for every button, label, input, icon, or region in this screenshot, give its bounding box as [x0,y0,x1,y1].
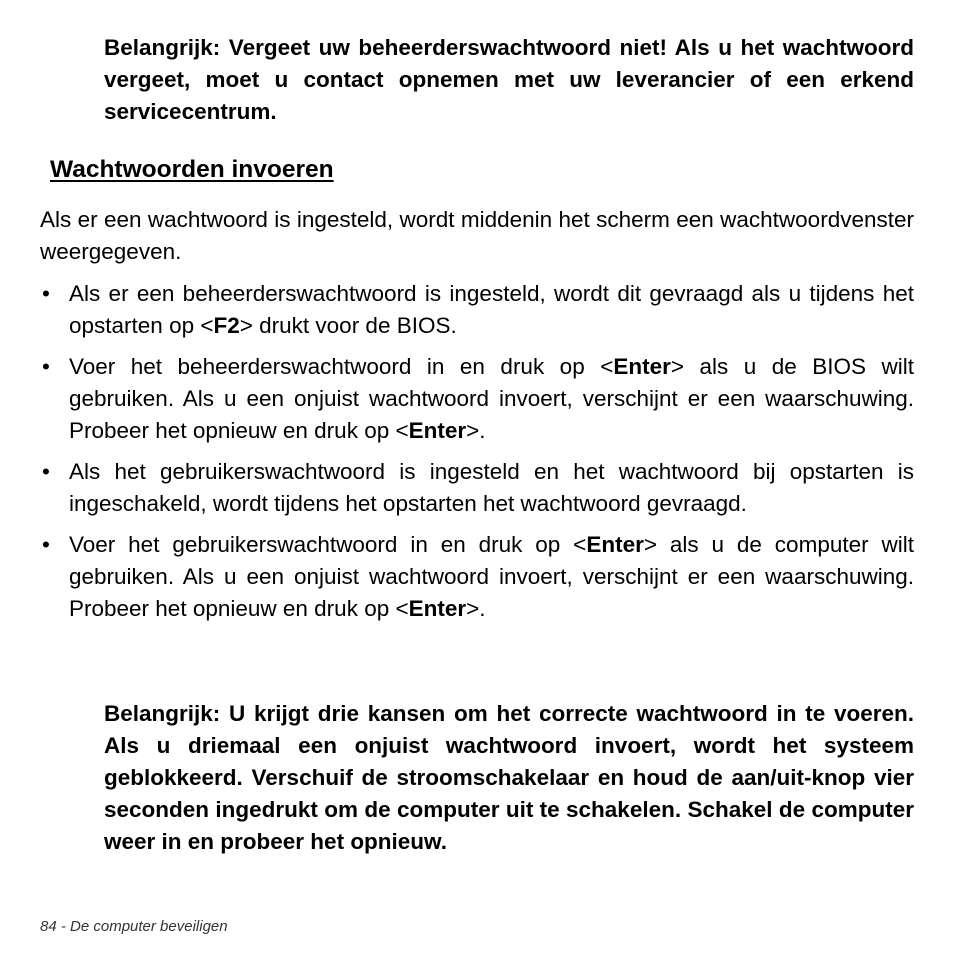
bullet-text: Voer het beheerderswachtwoord in en druk op < [69,354,614,379]
bullet-text: Als het gebruikerswachtwoord is ingesteld en het wachtwoord bij opstarten is ingeschakeld, wordt tijdens het opstarten het wachtwoord gevraagd. [69,459,914,516]
page-footer: 84 - De computer beveiligen [40,918,228,935]
bullet-list [40,278,914,634]
list-item [40,278,914,342]
bullet-marker: • [42,354,50,379]
intro-paragraph: Als er een wachtwoord is ingesteld, wordt middenin het scherm een wachtwoordvenster weergegeven. [40,207,914,264]
key-name: Enter [586,532,644,557]
bullet-text: >. [466,418,486,443]
list-item [40,456,914,520]
list-item [40,529,914,625]
bullet-text: > drukt voor de BIOS. [239,313,457,338]
bullet-text: Voer het gebruikerswachtwoord in en druk op < [69,532,587,557]
key-name: Enter [613,354,671,379]
key-name: Enter [408,596,467,621]
important-note-bottom: Belangrijk: U krijgt drie kansen om het correcte wachtwoord in te voeren. Als u driemaal een onjuist wachtwoord invoert, wordt het systeem geblokkeerd. Verschuif de stroomschakelaar en houd de aan/uit-knop vier seconden ingedrukt om de computer uit te schakelen. Schakel de computer weer in en probeer het opnieuw. [104,701,914,854]
important-note-top: Belangrijk: Vergeet uw beheerderswachtwoord niet! Als u het wachtwoord vergeet, moet u contact opnemen met uw leverancier of een erkend servicecentrum. [104,35,914,124]
bullet-marker: • [42,281,50,306]
bullet-text: Als er een beheerderswachtwoord is ingesteld, wordt dit gevraagd als u tijdens het opstarten op < [69,281,914,338]
bullet-marker: • [42,532,50,557]
key-name: Enter [408,418,467,443]
section-heading: Wachtwoorden invoeren [50,156,334,183]
key-name: F2 [213,313,240,338]
bullet-text: >. [466,596,486,621]
bullet-text: > als u de computer wilt gebruiken. Als u een onjuist wachtwoord invoert, verschijnt er een waarschuwing. Probeer het opnieuw en druk op < [69,532,914,621]
bullet-marker: • [42,459,50,484]
bullet-text: > als u de BIOS wilt gebruiken. Als u een onjuist wachtwoord invoert, verschijnt er een waarschuwing. Probeer het opnieuw en druk op < [69,354,915,443]
list-item [40,351,914,447]
